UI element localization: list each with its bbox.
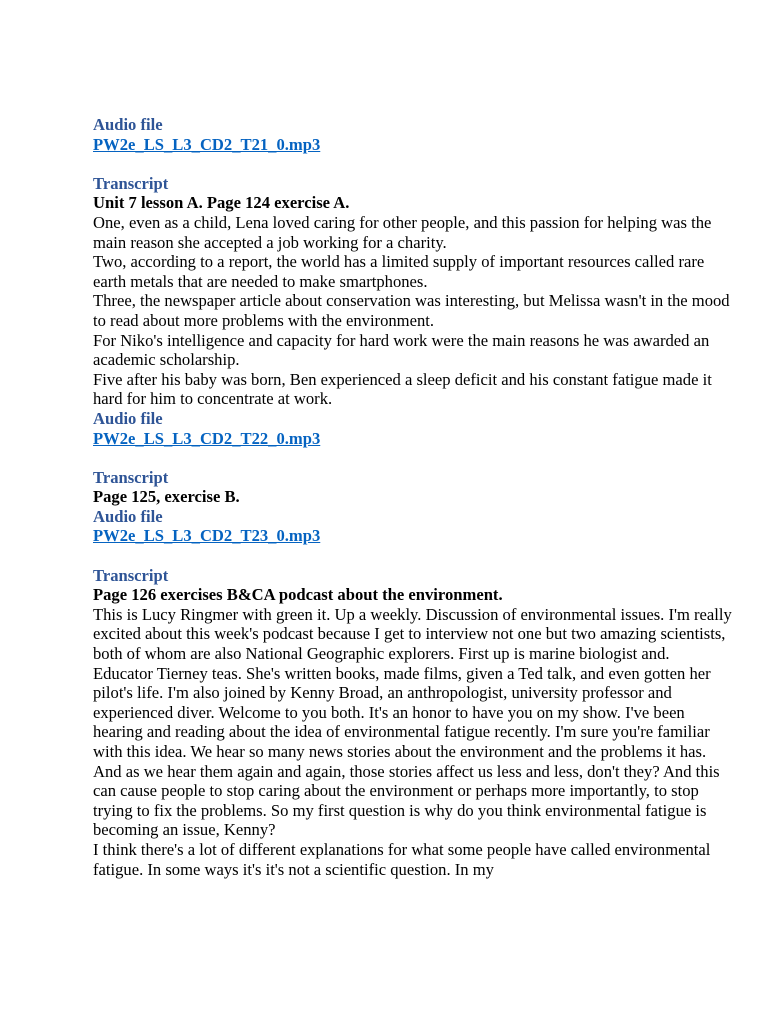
transcript-paragraph: Three, the newspaper article about conservation was interesting, but Melissa wasn't in the mood to read about more problems with the environment. [93, 291, 730, 330]
audio-file-link[interactable]: PW2e_LS_L3_CD2_T21_0.mp3 [93, 134, 321, 154]
document-page [93, 115, 733, 879]
audio-file-link[interactable]: PW2e_LS_L3_CD2_T23_0.mp3 [93, 526, 321, 546]
spacer [93, 546, 733, 566]
lesson-title: Page 126 exercises B&CA podcast about the environment. [93, 585, 503, 605]
spacer [93, 154, 733, 174]
transcript-heading: Transcript [93, 565, 169, 585]
lesson-title: Unit 7 lesson A. Page 124 exercise A. [93, 193, 350, 213]
audio-file-heading: Audio file [93, 115, 163, 134]
transcript-paragraph: I think there's a lot of different explanations for what some people have called environmental fatigue. In some ways it's it's not a scientific question. In my [93, 839, 711, 879]
transcript-heading: Transcript [93, 467, 169, 487]
audio-file-heading: Audio file [93, 408, 163, 428]
transcript-paragraph: Two, according to a report, the world has a limited supply of important resources called rare earth metals that are needed to make smartphones. [93, 252, 705, 291]
lesson-title: Page 125, exercise B. [93, 487, 240, 507]
spacer [93, 448, 733, 468]
transcript-paragraph: For Niko's intelligence and capacity for hard work were the main reasons he was awarded an academic scholarship. [93, 330, 710, 370]
audio-file-heading: Audio file [93, 506, 163, 526]
transcript-paragraph: Five after his baby was born, Ben experienced a sleep deficit and his constant fatigue made it hard for him to concentrate at work. [93, 369, 712, 409]
transcript-paragraph: This is Lucy Ringmer with green it. Up a weekly. Discussion of environmental issues. I'm really excited about this week's podcast because I get to interview not one but two amazing scientists, both of whom are also National Geographic explorers. First up is marine biologist and. Educator Tierney teas. She's written books, made films, given a Ted talk, and even gotten her pilot's life. I'm also joined by Kenny Broad, an anthropologist, university professor and experienced diver. Welcome to you both. It's an honor to have you on my show. I've been hearing and reading about the idea of environmental fatigue recently. I'm sure you're familiar with this idea. We hear so many news stories about the environment and the problems it has. And as we hear them again and again, those stories affect us less and less, don't they? And this can cause people to stop caring about the environment or perhaps more importantly, to stop trying to fix the problems. So my first question is why do you think environmental fatigue is becoming an issue, Kenny? [93, 604, 732, 840]
transcript-paragraph: One, even as a child, Lena loved caring for other people, and this passion for helping was the main reason she accepted a job working for a charity. [93, 212, 712, 252]
audio-file-link[interactable]: PW2e_LS_L3_CD2_T22_0.mp3 [93, 428, 321, 448]
transcript-heading: Transcript [93, 173, 169, 193]
